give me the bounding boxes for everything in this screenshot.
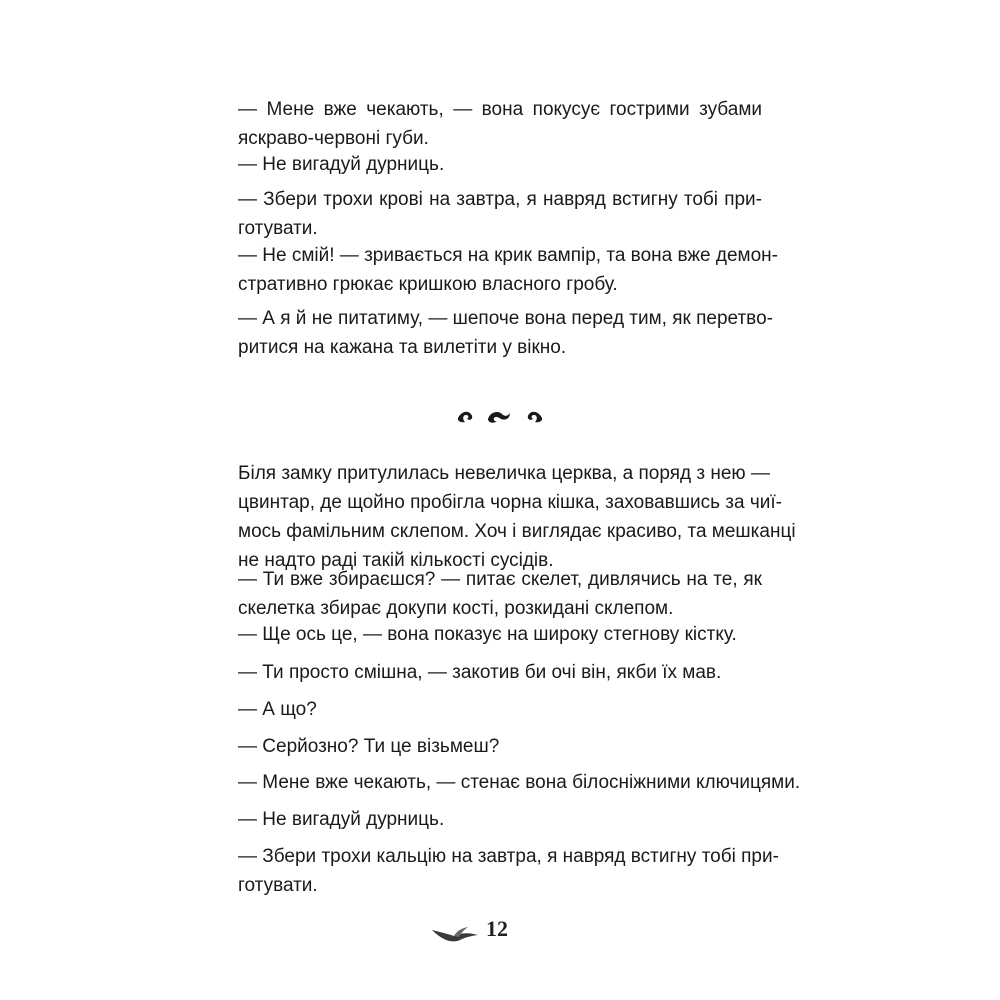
text-line: — Збери трохи крові на завтра, я навряд встигну тобі при- [238, 189, 762, 210]
paragraph [238, 768, 801, 797]
text-line: — Збери трохи кальцію на завтра, я навряд встигну тобі при- [238, 846, 779, 867]
text-line: стративно грюкає кришкою власного гробу. [238, 274, 618, 295]
paragraph [238, 620, 762, 649]
paragraph [238, 805, 762, 834]
text-line: — Мене вже чекають, — вона покусує гострими зубами [238, 99, 762, 120]
text-line: — Ти вже збираєшся? — питає скелет, дивлячись на те, як [238, 569, 762, 590]
text-line: — А що? [238, 699, 317, 720]
paragraph [238, 459, 796, 575]
text-line: ритися на кажана та вилетіти у вікно. [238, 337, 567, 358]
section-divider-ornament-icon [450, 404, 550, 428]
text-line: Біля замку притулилась невеличка церква, а поряд з нею — [238, 463, 770, 484]
text-line: готувати. [238, 875, 318, 896]
text-line: яскраво-червоні губи. [238, 128, 429, 149]
paragraph [238, 241, 779, 299]
text-line: — Ти просто смішна, — закотив би очі він, якби їх мав. [238, 662, 722, 683]
paragraph [238, 95, 762, 153]
paragraph [238, 185, 762, 243]
paragraph [238, 842, 779, 900]
paragraph [238, 304, 773, 362]
text-line: не надто раді такій кількості сусідів. [238, 550, 554, 571]
text-line: — Не смій! — зривається на крик вампір, та вона вже демон- [238, 245, 779, 266]
text-line: мось фамільним склепом. Хоч і виглядає красиво, та мешканці [238, 521, 796, 542]
text-line: цвинтар, де щойно пробігла чорна кішка, заховавшись за чиї- [238, 492, 782, 513]
text-line: — Ще ось це, — вона показує на широку стегнову кістку. [238, 624, 737, 645]
paragraph [238, 732, 762, 761]
text-line: — Не вигадуй дурниць. [238, 809, 445, 830]
page-number: 12 [486, 916, 508, 941]
text-line: — А я й не питатиму, — шепоче вона перед тим, як перетво- [238, 308, 773, 329]
text-line: — Не вигадуй дурниць. [238, 154, 445, 175]
paragraph [238, 565, 762, 623]
paragraph [238, 150, 762, 179]
paragraph [238, 695, 762, 724]
text-line: — Серйозно? Ти це візьмеш? [238, 736, 500, 757]
flying-bird-icon [430, 924, 480, 946]
text-line: скелетка збирає докупи кості, розкидані склепом. [238, 598, 674, 619]
text-line: готувати. [238, 218, 318, 239]
text-line: — Мене вже чекають, — стенає вона білосніжними ключицями. [238, 772, 801, 793]
paragraph [238, 658, 762, 687]
